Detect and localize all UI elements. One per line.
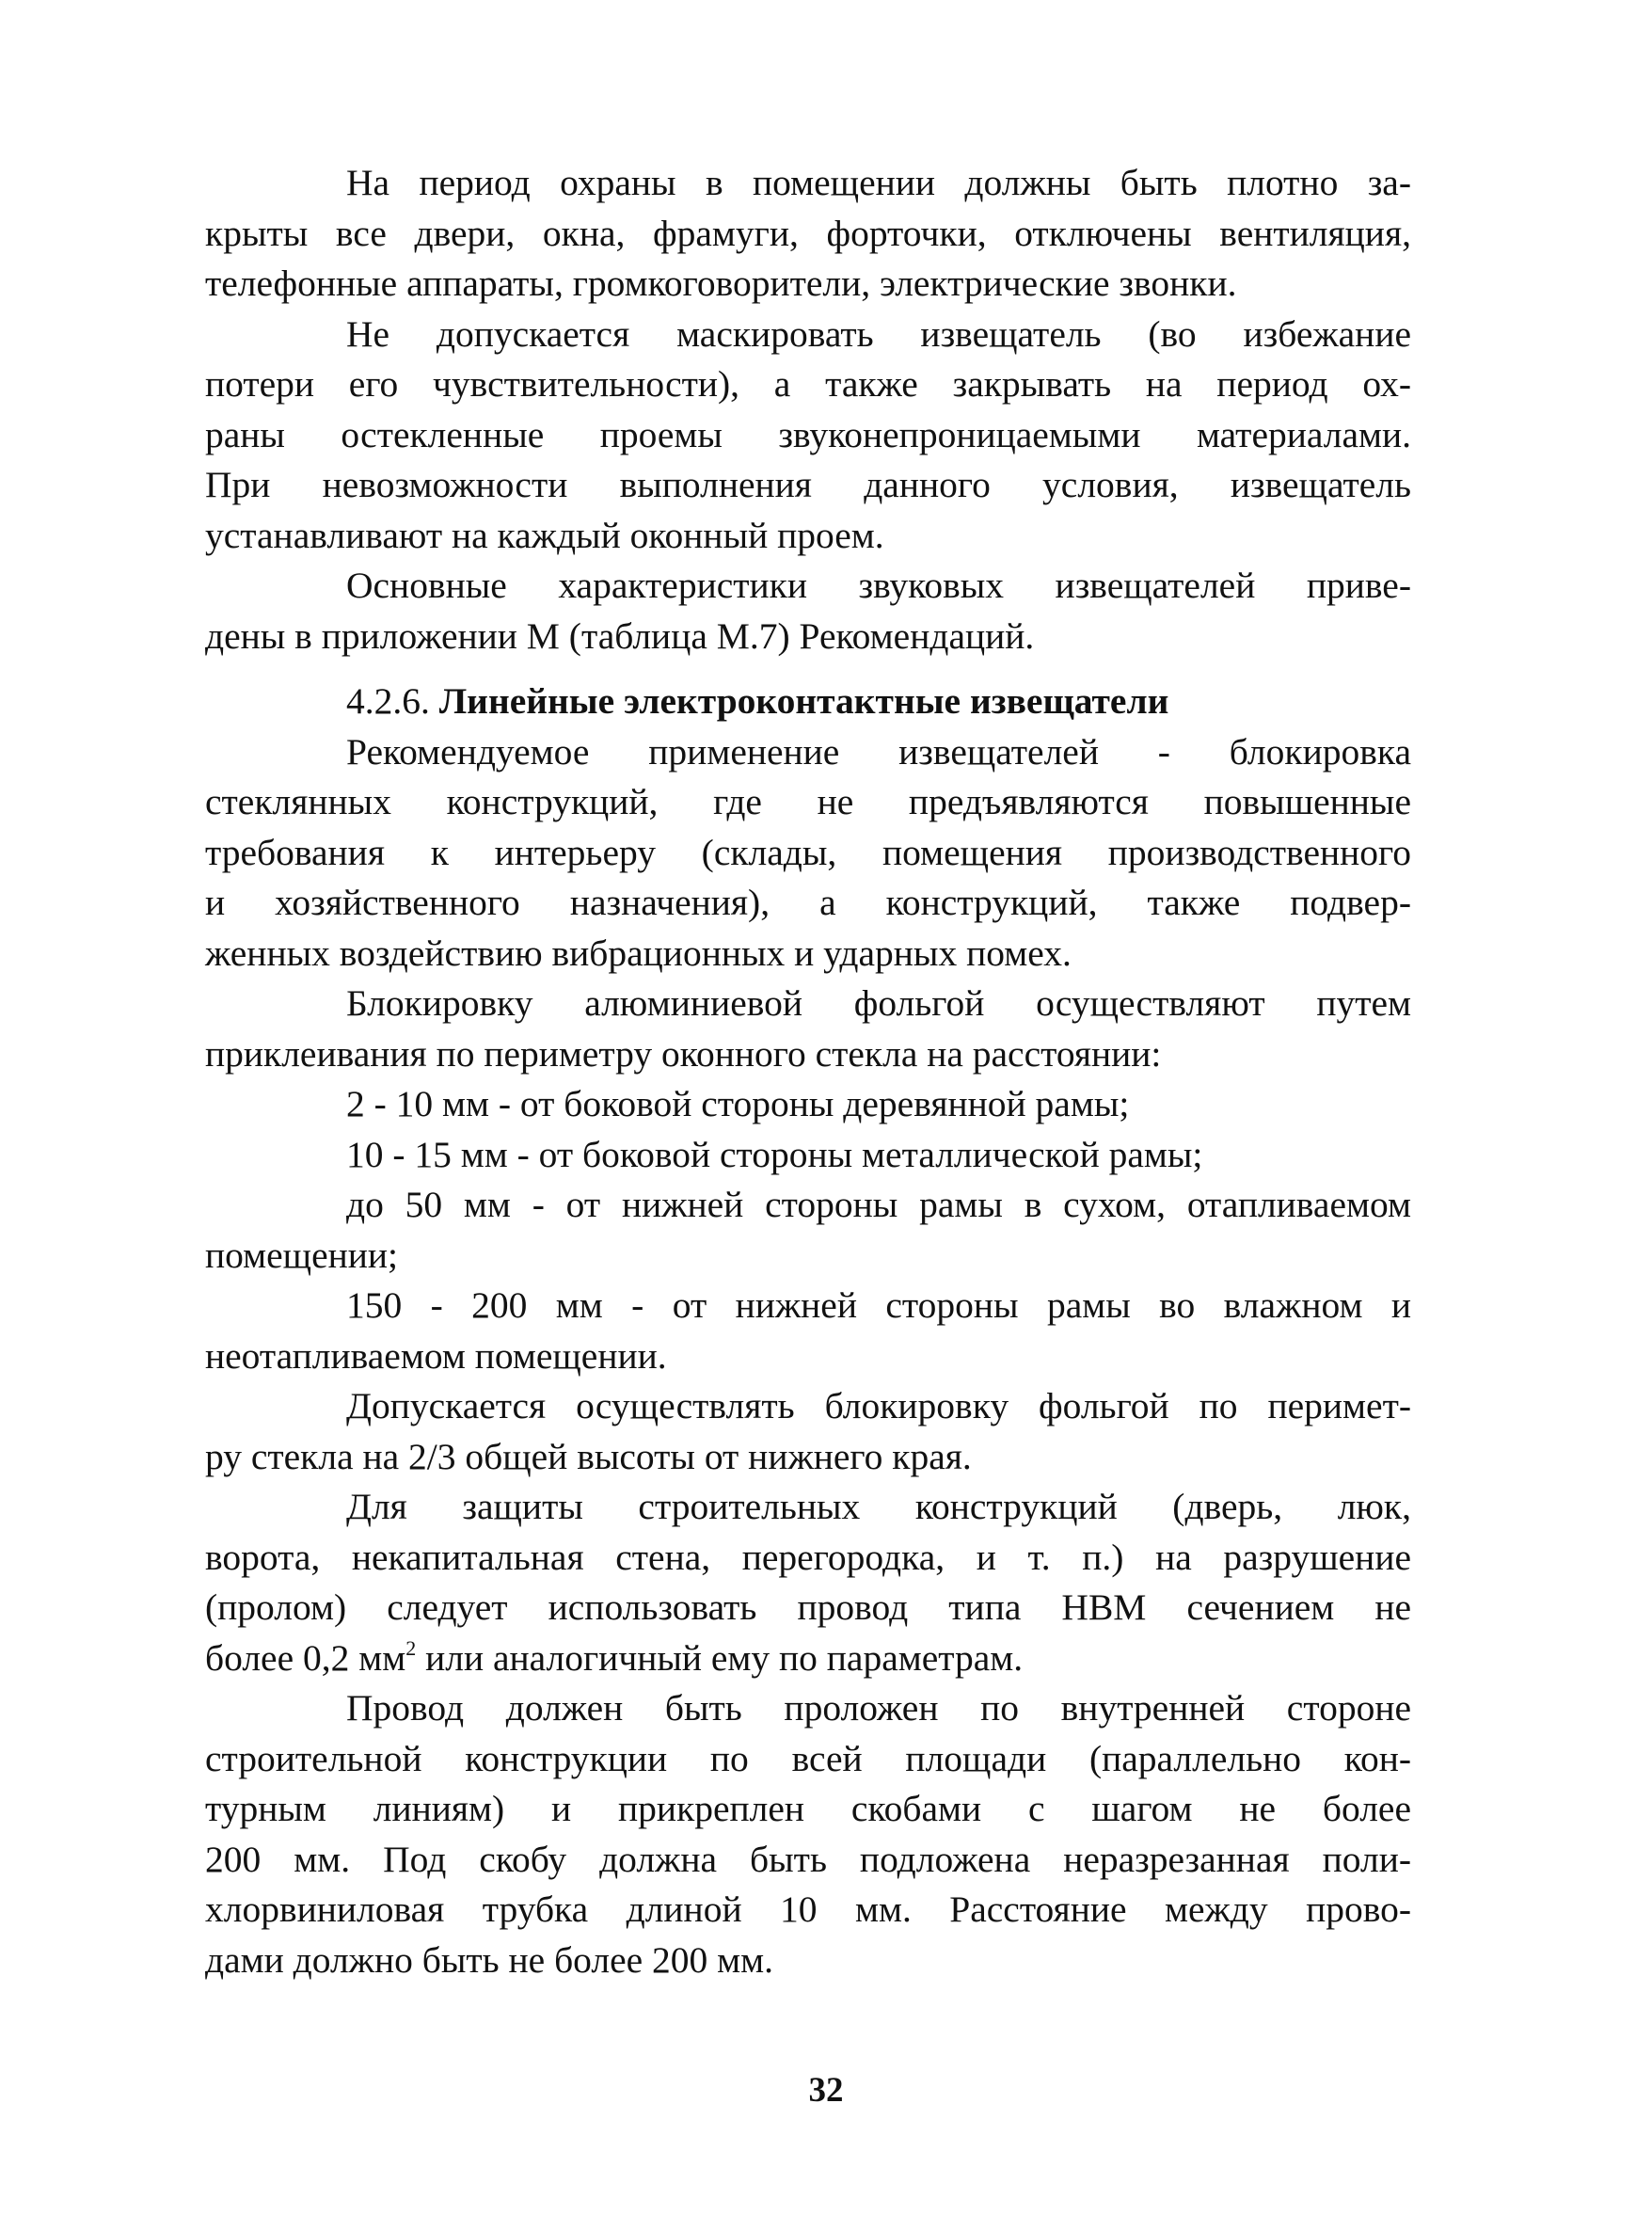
paragraph-masking xyxy=(205,310,1411,562)
text-line: турным линиям) и прикреплен скобами с шагом не более xyxy=(205,1788,1411,1829)
text-line xyxy=(205,1633,1411,1684)
text-line: Не допускается маскировать извещатель (во избежание xyxy=(346,312,1411,355)
text-line: Блокировку алюминиевой фольгой осуществляют путем xyxy=(346,982,1411,1024)
text-line: дены в приложении М (таблица М.7) Рекомендаций. xyxy=(205,614,1035,657)
superscript: 2 xyxy=(405,1635,417,1660)
text-line: приклеивания по периметру оконного стекла на расстоянии: xyxy=(205,1032,1162,1075)
text-line: ру стекла на 2/3 общей высоты от нижнего края. xyxy=(205,1435,972,1477)
paragraph-two-thirds xyxy=(205,1381,1411,1482)
text-line: помещении; xyxy=(205,1234,399,1276)
text-line: (пролом) следует использовать провод типа НВМ сечением не xyxy=(205,1586,1411,1628)
text-line: ворота, некапитальная стена, перегородка, и т. п.) на разрушение xyxy=(205,1536,1411,1578)
text-segment: более 0,2 мм xyxy=(205,1636,406,1679)
paragraph-wire-laying xyxy=(205,1683,1411,1985)
text-line: На период охраны в помещении должны быть плотно за- xyxy=(346,162,1411,203)
list-item-distance: 10 - 15 мм - от боковой стороны металлической рамы; xyxy=(346,1133,1203,1175)
paragraph-characteristics xyxy=(205,561,1411,661)
text-line: требования к интерьеру (склады, помещения производственного xyxy=(205,831,1411,873)
text-line: хлорвиниловая трубка длиной 10 мм. Расстояние между прово- xyxy=(205,1888,1411,1930)
text-line: При невозможности выполнения данного условия, извещатель xyxy=(205,464,1411,505)
text-line: Рекомендуемое применение извещателей - блокировка xyxy=(346,730,1411,773)
page-number: 32 xyxy=(808,2071,844,2110)
text-line: телефонные аппараты, громкоговорители, электрические звонки. xyxy=(205,263,1237,304)
text-line: стеклянных конструкций, где не предъявляются повышенные xyxy=(205,781,1411,822)
text-line: Основные характеристики звуковых извещателей приве- xyxy=(346,565,1411,606)
text-line: крыты все двери, окна, фрамуги, форточки, отключены вентиляция, xyxy=(205,212,1411,254)
text-line: неотапливаемом помещении. xyxy=(205,1334,667,1377)
text-line: Для защиты строительных конструкций (дверь, люк, xyxy=(346,1486,1411,1527)
text-line: устанавливают на каждый оконный проем. xyxy=(205,514,884,556)
section-heading xyxy=(205,677,1411,727)
paragraph-foil-blocking xyxy=(205,979,1411,1079)
text-line: дами должно быть не более 200 мм. xyxy=(205,1938,774,1981)
paragraph-wire-protection xyxy=(205,1482,1411,1683)
paragraph-guarding-conditions xyxy=(205,158,1411,310)
page-body xyxy=(205,158,1411,1985)
text-line: строительной конструкции по всей площади (параллельно кон- xyxy=(205,1737,1411,1779)
list-item-distance xyxy=(205,1180,1411,1281)
text-line: раны остекленные проемы звуконепроницаемыми материалами. xyxy=(205,413,1411,455)
section-title: Линейные электроконтактные извещатели xyxy=(438,680,1169,722)
text-segment: или аналогичный ему по параметрам. xyxy=(416,1636,1024,1679)
text-line: 150 - 200 мм - от нижней стороны рамы во влажном и xyxy=(346,1284,1411,1326)
text-line: женных воздействию вибрационных и ударных помех. xyxy=(205,932,1072,974)
text-line: 200 мм. Под скобу должна быть подложена неразрезанная поли- xyxy=(205,1838,1411,1880)
section-number: 4.2.6. xyxy=(346,680,430,722)
text-line: до 50 мм - от нижней стороны рамы в сухом, отапливаемом xyxy=(346,1184,1411,1225)
list-item-distance: 2 - 10 мм - от боковой стороны деревянной рамы; xyxy=(346,1083,1130,1124)
section-gap xyxy=(205,661,1411,677)
text-line: Провод должен быть проложен по внутренней стороне xyxy=(346,1687,1411,1729)
list-item-distance xyxy=(205,1281,1411,1381)
text-line: потери его чувствительности), а также закрывать на период ох- xyxy=(205,363,1411,405)
text-line: Допускается осуществлять блокировку фольгой по перимет- xyxy=(346,1385,1411,1426)
paragraph-recommended-use xyxy=(205,727,1411,980)
text-line: и хозяйственного назначения), а конструкций, также подвер- xyxy=(205,882,1411,923)
